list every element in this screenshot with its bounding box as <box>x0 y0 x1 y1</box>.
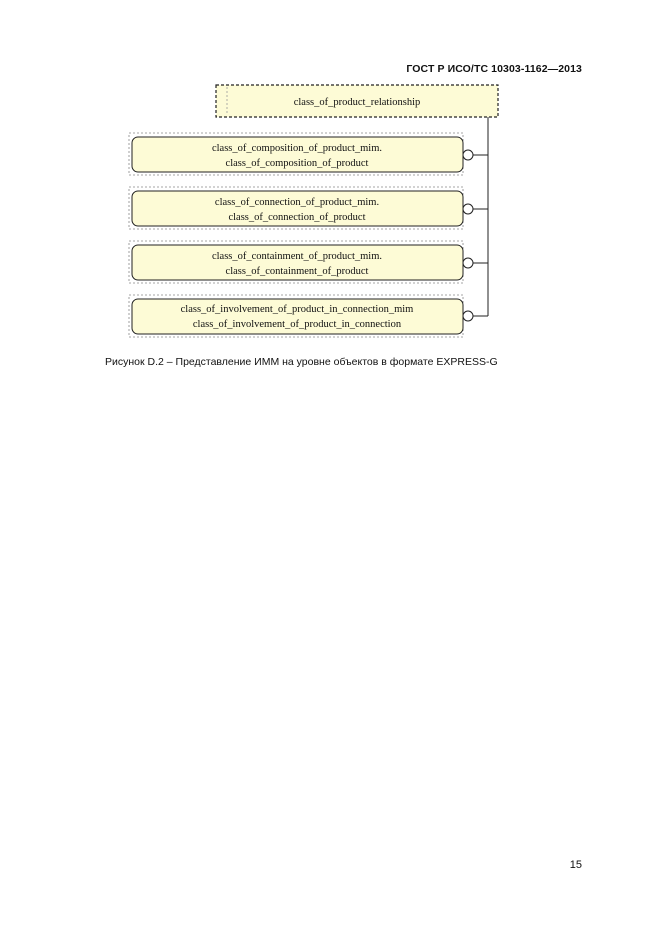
figure-caption: Рисунок D.2 – Представление ИММ на уровне объектов в формате EXPRESS-G <box>105 356 498 368</box>
supertype-label: class_of_product_relationship <box>293 97 421 108</box>
subtype-label-line1: class_of_connection_of_product_mim. <box>214 197 380 208</box>
subtype-entity-involvement <box>129 295 488 337</box>
subtype-label-line2: class_of_involvement_of_product_in_connection <box>192 319 402 330</box>
page-number: 15 <box>569 859 582 871</box>
subtype-label-line1: class_of_involvement_of_product_in_connection_mim <box>180 304 414 315</box>
subtype-label-line1: class_of_containment_of_product_mim. <box>211 251 383 262</box>
subtype-connector-circle <box>463 311 473 321</box>
express-g-diagram <box>0 0 661 360</box>
subtype-label-line2: class_of_connection_of_product <box>228 212 366 223</box>
subtype-connector-circle <box>463 150 473 160</box>
subtype-entity-connection <box>129 187 488 229</box>
subtype-entity-containment <box>129 241 488 283</box>
supertype-entity <box>216 85 498 117</box>
document-header: ГОСТ Р ИСО/ТС 10303-1162—2013 <box>406 63 582 75</box>
subtype-entity-composition <box>129 133 488 175</box>
subtype-label-line2: class_of_composition_of_product <box>225 158 369 169</box>
subtype-connector-circle <box>463 204 473 214</box>
subtype-label-line1: class_of_composition_of_product_mim. <box>211 143 383 154</box>
subtype-connector-circle <box>463 258 473 268</box>
subtype-label-line2: class_of_containment_of_product <box>225 266 369 277</box>
diagram-canvas <box>0 0 661 360</box>
